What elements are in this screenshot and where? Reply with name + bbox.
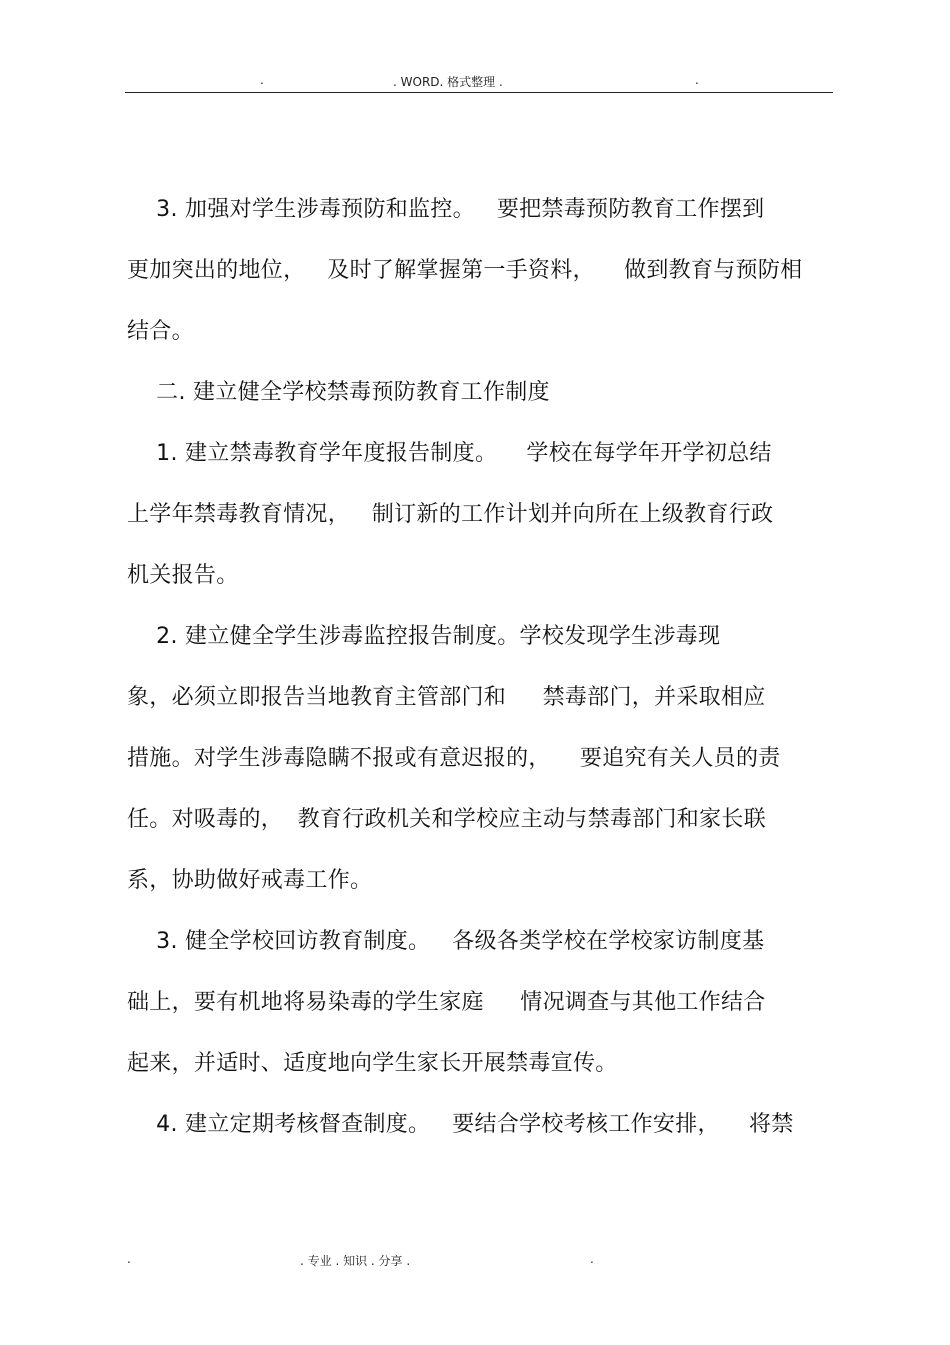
footer-left-dot: . bbox=[127, 1252, 131, 1266]
header-right-dot: . bbox=[695, 73, 699, 87]
body-line-6: 上学年禁毒教育情况， 制订新的工作计划并向所在上级教育行政 bbox=[127, 502, 774, 527]
body-line-16: 4. 建立定期考核督查制度。 要结合学校考核工作安排， 将禁 bbox=[127, 1112, 794, 1137]
body-line-12: 系，协助做好戒毒工作。 bbox=[127, 868, 373, 893]
footer-text: . 专业 . 知识 . 分享 . bbox=[300, 1254, 411, 1268]
body-line-7: 机关报告。 bbox=[127, 563, 239, 588]
body-line-11: 任。对吸毒的， 教育行政机关和学校应主动与禁毒部门和家长联 bbox=[127, 807, 766, 832]
body-line-3: 结合。 bbox=[127, 319, 194, 344]
body-line-4: 二. 建立健全学校禁毒预防教育工作制度 bbox=[127, 380, 550, 405]
body-line-1: 3. 加强对学生涉毒预防和监控。 要把禁毒预防教育工作摆到 bbox=[127, 197, 765, 222]
body-line-2: 更加突出的地位， 及时了解掌握第一手资料， 做到教育与预防相 bbox=[127, 258, 803, 283]
body-line-5: 1. 建立禁毒教育学年度报告制度。 学校在每学年开学初总结 bbox=[127, 441, 772, 466]
body-line-15: 起来，并适时、适度地向学生家长开展禁毒宣传。 bbox=[127, 1051, 618, 1076]
body-line-13: 3. 健全学校回访教育制度。 各级各类学校在学校家访制度基 bbox=[127, 929, 765, 954]
page-header bbox=[125, 70, 833, 93]
footer-right-dot: . bbox=[590, 1252, 594, 1266]
header-left-dot: . bbox=[260, 73, 264, 87]
body-line-10: 措施。对学生涉毒隐瞒不报或有意迟报的， 要追究有关人员的责 bbox=[127, 746, 781, 771]
body-line-8: 2. 建立健全学生涉毒监控报告制度。学校发现学生涉毒现 bbox=[127, 624, 721, 649]
body-line-14: 础上，要有机地将易染毒的学生家庭 情况调查与其他工作结合 bbox=[127, 990, 766, 1015]
header-title: . WORD. 格式整理 . bbox=[393, 75, 503, 89]
body-line-9: 象，必须立即报告当地教育主管部门和 禁毒部门，并采取相应 bbox=[127, 685, 766, 710]
